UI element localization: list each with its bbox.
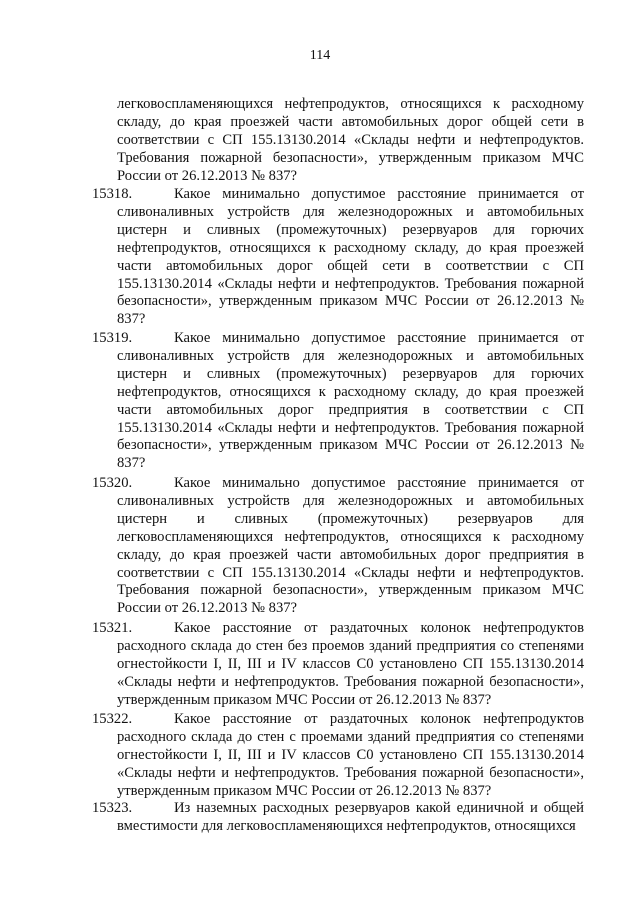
question-number: 15320.	[92, 475, 133, 491]
question-number: 15319.	[92, 330, 133, 346]
page-number: 114	[309, 48, 331, 63]
question-text: Какое расстояние от раздаточных колонок нефтепродуктов расходного склада до стен с проемами зданий предприятия со степенями огнестойкости I, II, III и IV классов С0 установлено СП 155.13130.2014 «Склады нефти и нефтепродуктов. Требования пожарной безопасности», утвержденным приказом МЧС России от 26.12.2013 № 837?	[117, 711, 584, 799]
continuation-paragraph	[117, 96, 584, 186]
question-text: Какое минимально допустимое расстояние принимается от сливоналивных устройств для железнодорожных и автомобильных цистерн и сливных (промежуточных) резервуаров для легковоспламеняющихся нефтепродуктов, относящихся к расходному складу, до края проезжей части автомобильных дорог предприятия в соответствии с СП 155.13130.2014 «Склады нефти и нефтепродуктов. Требования пожарной безопасности», утвержденным приказом МЧС России от 26.12.2013 № 837?	[117, 475, 584, 617]
question-number: 15321.	[92, 620, 133, 636]
question-text: Какое расстояние от раздаточных колонок нефтепродуктов расходного склада до стен без проемов зданий предприятия со степенями огнестойкости I, II, III и IV классов С0 установлено СП 155.13130.2014 «Склады нефти и нефтепродуктов. Требования пожарной безопасности», утвержденным приказом МЧС России от 26.12.2013 № 837?	[117, 620, 584, 708]
question-number: 15322.	[92, 711, 133, 727]
question-text: Из наземных расходных резервуаров какой единичной и общей вместимости для легковоспламеняющихся нефтепродуктов, относящихся	[117, 800, 584, 834]
question-number: 15323.	[92, 800, 133, 816]
continuation-text: легковоспламеняющихся нефтепродуктов, относящихся к расходному складу, до края проезжей части автомобильных дорог общей сети в соответствии с СП 155.13130.2014 «Склады нефти и нефтепродуктов. Требования пожарной безопасности», утвержденным приказом МЧС России от 26.12.2013 № 837?	[117, 96, 584, 184]
question-text: Какое минимально допустимое расстояние принимается от сливоналивных устройств для железнодорожных и автомобильных цистерн и сливных (промежуточных) резервуаров для горючих нефтепродуктов, относящихся к расходному складу, до края проезжей части автомобильных дорог общей сети в соответствии с СП 155.13130.2014 «Склады нефти и нефтепродуктов. Требования пожарной безопасности», утвержденным приказом МЧС России от 26.12.2013 № 837?	[117, 186, 584, 328]
question-number: 15318.	[92, 186, 133, 202]
question-text: Какое минимально допустимое расстояние принимается от сливоналивных устройств для железнодорожных и автомобильных цистерн и сливных (промежуточных) резервуаров для горючих нефтепродуктов, относящихся к расходному складу, до края проезжей части автомобильных дорог предприятия в соответствии с СП 155.13130.2014 «Склады нефти и нефтепродуктов. Требования пожарной безопасности», утвержденным приказом МЧС России от 26.12.2013 № 837?	[117, 330, 584, 472]
